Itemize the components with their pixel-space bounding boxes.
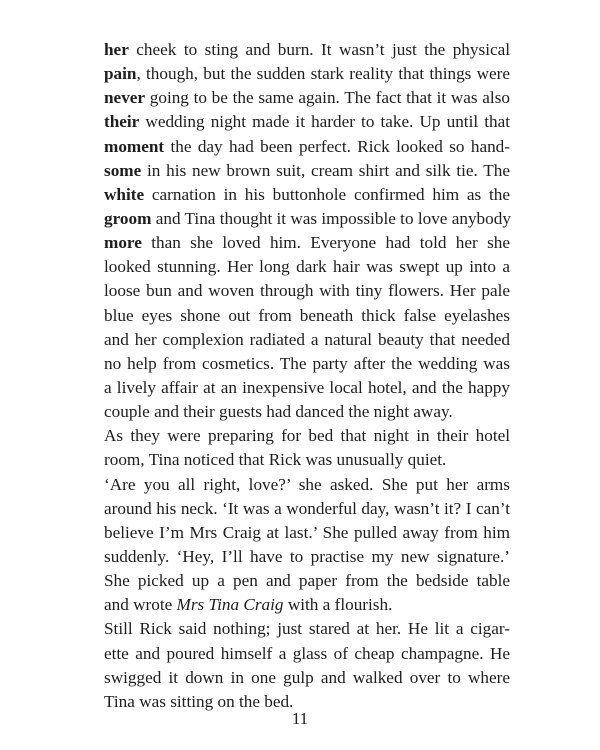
text-line: As they were preparing for bed that night in their hotel — [104, 426, 510, 446]
text-line: groom and Tina thought it was impossible to love anybody — [104, 208, 511, 228]
text-line: some in his new brown suit, cream shirt and silk tie. The — [104, 160, 510, 180]
text-line: loose bun and woven through with tiny flowers. Her pale — [104, 281, 510, 301]
text-line: more than she loved him. Everyone had told her she — [104, 233, 510, 253]
text-line: swigged it down in one gulp and walked over to where — [104, 667, 510, 687]
text-line: Still Rick said nothing; just stared at her. He lit a cigar- — [104, 619, 510, 639]
text-line: Tina was sitting on the bed. — [104, 691, 294, 711]
text-line: never going to be the same again. The fact that it was also — [104, 88, 510, 108]
text-line: ‘Are you all right, love?’ she asked. She put her arms — [104, 474, 510, 494]
text-line: a lively affair at an inexpensive local hotel, and the happy — [104, 377, 510, 397]
text-line: pain, though, but the sudden stark reality that things were — [104, 64, 510, 84]
text-line: looked stunning. Her long dark hair was swept up into a — [104, 257, 510, 277]
text-line: white carnation in his buttonhole confirmed him as the — [104, 184, 510, 204]
page-number: 11 — [291, 709, 309, 728]
text-line: and her complexion radiated a natural beauty that needed — [104, 329, 510, 349]
text-line: no help from cosmetics. The party after the wedding was — [104, 353, 510, 373]
text-line: believe I’m Mrs Craig at last.’ She pulled away from him — [104, 522, 510, 542]
text-line: around his neck. ‘It was a wonderful day, wasn’t it? I can’t — [104, 498, 510, 518]
text-line: her cheek to sting and burn. It wasn’t just the physical — [104, 40, 510, 59]
text-line: blue eyes shone out from beneath thick false eyelashes — [104, 305, 510, 325]
signature-text: Mrs Tina Craig — [176, 595, 284, 615]
text-line: their wedding night made it harder to take. Up until that — [104, 112, 510, 132]
text-line: She picked up a pen and paper from the bedside table — [104, 571, 510, 591]
body-text — [104, 38, 510, 714]
text-line: couple and their guests had danced the night away. — [104, 402, 453, 422]
text-line: ette and poured himself a glass of cheap champagne. He — [104, 643, 510, 663]
text-line: suddenly. ‘Hey, I’ll have to practise my new signature.’ — [104, 546, 510, 566]
text-line: moment the day had been perfect. Rick looked so hand- — [104, 136, 510, 156]
text-line: and wrote Mrs Tina Craig with a flourish. — [104, 595, 393, 615]
text-line: room, Tina noticed that Rick was unusually quiet. — [104, 450, 447, 470]
